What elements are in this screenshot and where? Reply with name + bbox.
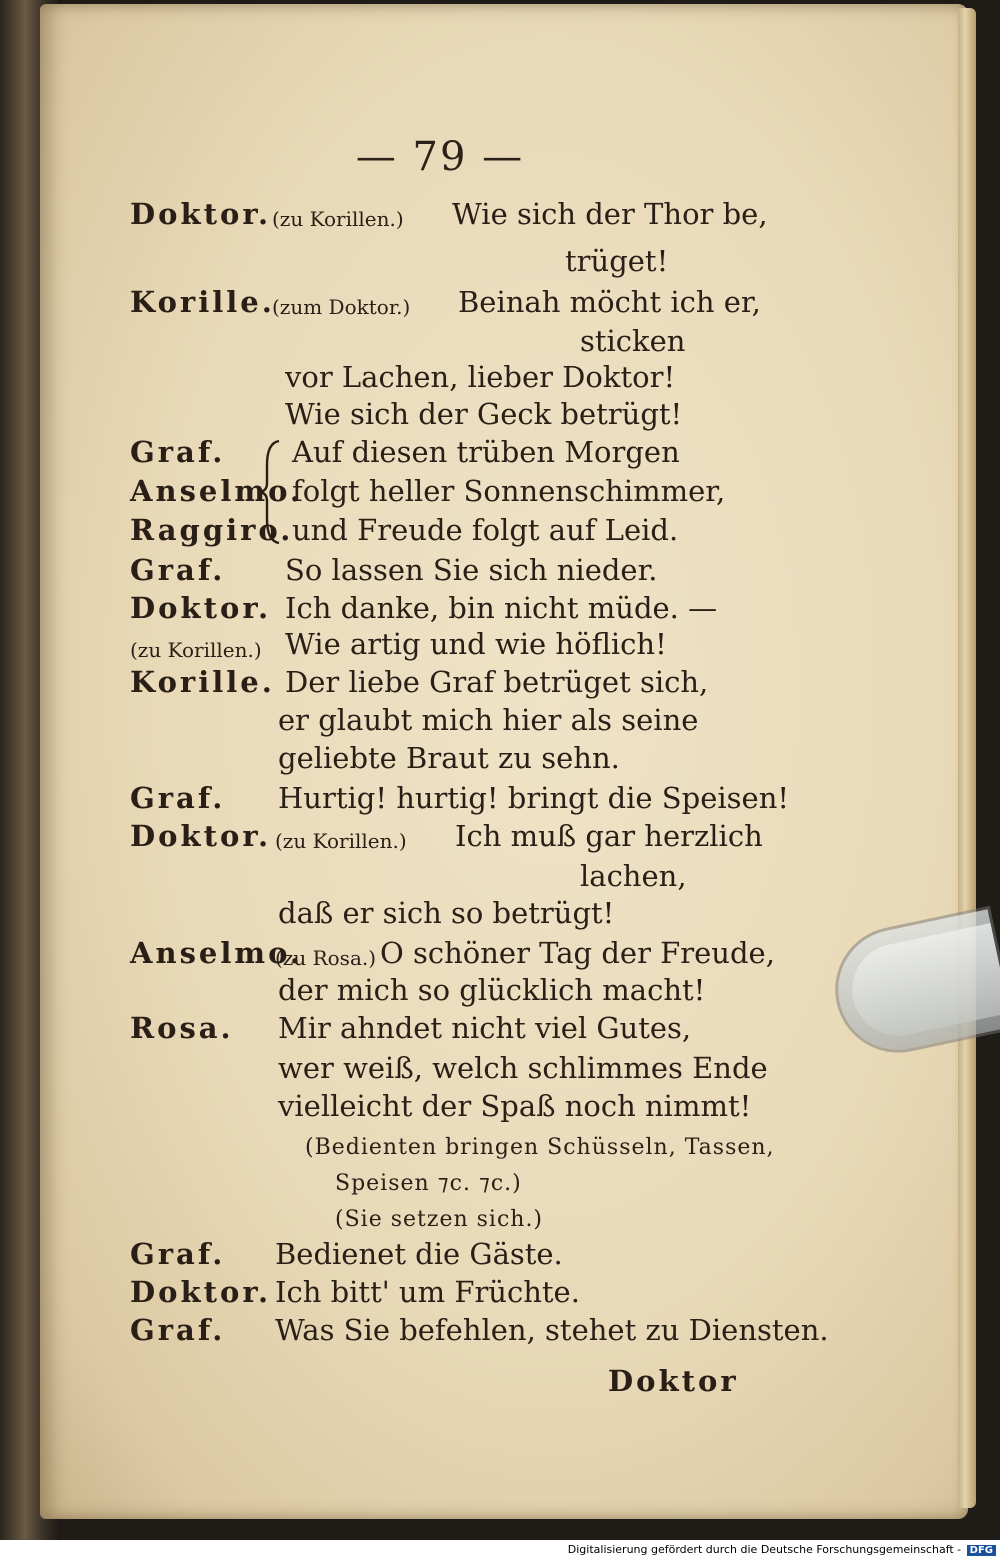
verse-line: vor Lachen, lieber Doktor! xyxy=(285,360,676,394)
verse-line: Wie sich der Geck betrügt! xyxy=(285,397,683,431)
verse-line: Wie artig und wie höflich! xyxy=(285,627,667,661)
speaker-label: Graf. xyxy=(130,435,226,469)
verse-line: Wie sich der Thor be, xyxy=(452,197,768,231)
verse-line: Ich danke, bin nicht müde. — xyxy=(285,591,718,625)
stage-direction: (zu Korillen.) xyxy=(272,207,404,231)
verse-line: sticken xyxy=(580,324,686,358)
speaker-label: Rosa. xyxy=(130,1011,234,1045)
speaker-label: Doktor. xyxy=(130,819,272,853)
speaker-label: Anselmo. xyxy=(130,474,303,508)
verse-line: vielleicht der Spaß noch nimmt! xyxy=(278,1089,752,1123)
speaker-label: Doktor. xyxy=(130,1275,272,1309)
verse-line: geliebte Braut zu sehn. xyxy=(278,741,620,775)
dfg-logo: DFG xyxy=(967,1545,996,1556)
verse-line: lachen, xyxy=(580,859,687,893)
stage-direction: (zu Rosa.) xyxy=(275,946,377,970)
verse-line: daß er sich so betrügt! xyxy=(278,896,615,930)
verse-line: er glaubt mich hier als seine xyxy=(278,703,699,737)
verse-line: folgt heller Sonnenschimmer, xyxy=(292,474,726,508)
verse-line: Mir ahndet nicht viel Gutes, xyxy=(278,1011,692,1045)
credit-text: Digitalisierung gefördert durch die Deutsche Forschungsgemeinschaft - xyxy=(567,1543,962,1556)
stage-direction: (zu Korillen.) xyxy=(275,829,407,853)
stage-direction: (Sie setzen sich.) xyxy=(335,1207,544,1232)
speaker-label: Anselmo. xyxy=(130,936,303,970)
verse-line: Was Sie befehlen, stehet zu Diensten. xyxy=(275,1313,829,1347)
verse-line: O schöner Tag der Freude, xyxy=(380,936,775,970)
page-number: — 79 — xyxy=(355,134,525,180)
verse-line: der mich so glücklich macht! xyxy=(278,973,706,1007)
verse-line: Der liebe Graf betrüget sich, xyxy=(285,665,709,699)
speaker-label: Graf. xyxy=(130,553,226,587)
catchword: Doktor xyxy=(608,1364,739,1398)
stage-direction: (zum Doktor.) xyxy=(272,295,411,319)
speaker-label: Doktor. xyxy=(130,591,272,625)
brace-icon xyxy=(255,437,283,547)
digitization-credit xyxy=(568,1543,996,1556)
page-fore-edge xyxy=(958,8,976,1508)
verse-line: und Freude folgt auf Leid. xyxy=(292,513,679,547)
verse-line: Beinah möcht ich er, xyxy=(458,285,761,319)
stage-direction: (Bedienten bringen Schüsseln, Tassen, xyxy=(305,1135,775,1160)
speaker-label: Korille. xyxy=(130,285,275,319)
speaker-label: Graf. xyxy=(130,781,226,815)
speaker-label: Korille. xyxy=(130,665,275,699)
stage-direction: (zu Korillen.) xyxy=(130,638,262,662)
verse-line: Auf diesen trüben Morgen xyxy=(292,435,680,469)
verse-line: Hurtig! hurtig! bringt die Speisen! xyxy=(278,781,790,815)
verse-line: trüget! xyxy=(565,244,669,278)
verse-line: Ich bitt' um Früchte. xyxy=(275,1275,580,1309)
speaker-label: Raggiro. xyxy=(130,513,294,547)
speaker-label: Graf. xyxy=(130,1313,226,1347)
verse-line: wer weiß, welch schlimmes Ende xyxy=(278,1051,768,1085)
speaker-label: Doktor. xyxy=(130,197,272,231)
verse-line: So lassen Sie sich nieder. xyxy=(285,553,658,587)
stage-direction: Speisen ⁊c. ⁊c.) xyxy=(335,1171,522,1196)
verse-line: Bedienet die Gäste. xyxy=(275,1237,563,1271)
speaker-label: Graf. xyxy=(130,1237,226,1271)
verse-line: Ich muß gar herzlich xyxy=(455,819,763,853)
